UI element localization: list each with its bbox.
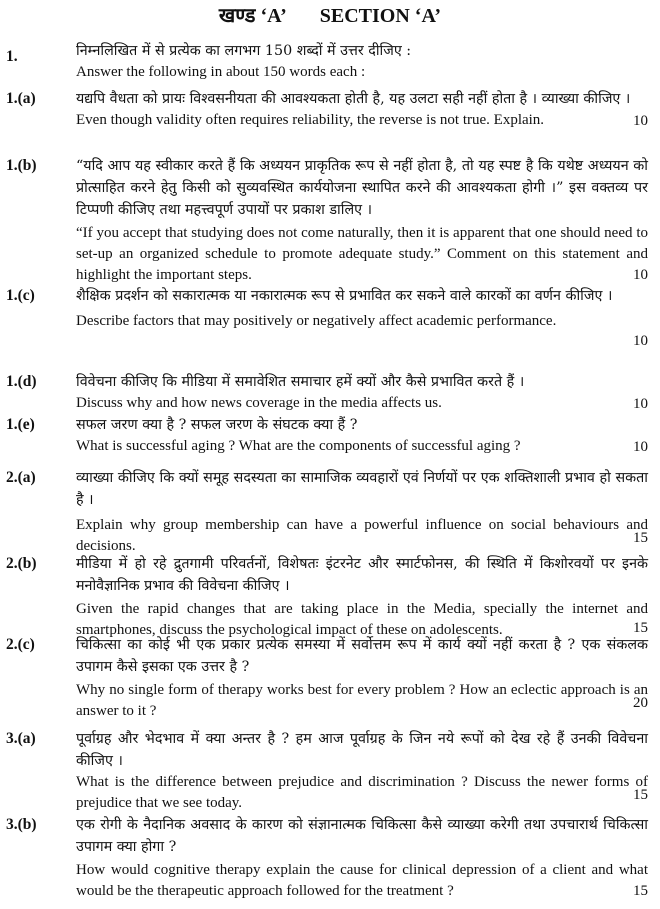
question-number: 1. — [6, 48, 18, 65]
question-text-hindi: निम्नलिखित में से प्रत्येक का लगभग 150 शब्दों में उत्तर दीजिए : — [76, 43, 412, 59]
marks: 10 — [633, 113, 648, 129]
question-text-english: Explain why group membership can have a powerful influence on social behaviours and decisions. — [76, 517, 648, 554]
marks: 10 — [633, 396, 648, 412]
question-text-hindi: व्याख्या कीजिए कि क्यों समूह सदस्यता का सामाजिक व्यवहारों एवं निर्णयों पर एक शक्तिशाली प्रभाव हो सकता है । — [76, 470, 648, 508]
marks: 15 — [633, 530, 648, 546]
section-header — [0, 4, 660, 28]
question-number: 1.(c) — [6, 287, 35, 304]
question-text-hindi: विवेचना कीजिए कि मीडिया में समावेशित समाचार हमें क्यों और कैसे प्रभावित करते हैं । — [76, 374, 525, 390]
question-text-english: Given the rapid changes that are taking place in the Media, specially the internet and smartphones, discuss the psychological impact of these on adolescents. — [76, 601, 648, 638]
question-number: 3.(a) — [6, 730, 36, 747]
question-text-hindi: “यदि आप यह स्वीकार करते हैं कि अध्ययन प्राकृतिक रूप से नहीं होता है, तो यह स्पष्ट है कि यथेष्ट अध्ययन को प्रोत्साहित करने हेतु किसी को सुव्यवस्थित कार्ययोजना स्थापित करने की आवश्यकता होगी ।” इस वक्तव्य पर टिप्पणी कीजिए तथा महत्त्वपूर्ण उपायों पर प्रकाश डालिए । — [76, 158, 648, 218]
question-text-english: Describe factors that may positively or negatively affect academic performance. — [76, 313, 557, 329]
question-number: 1.(a) — [6, 90, 36, 107]
question-text-english: Answer the following in about 150 words each : — [76, 64, 366, 80]
question-number: 2.(b) — [6, 555, 37, 572]
question-text-hindi: सफल जरण क्या है ? सफल जरण के संघटक क्या हैं ? — [76, 417, 358, 433]
section-title-english: SECTION ‘A’ — [319, 5, 442, 27]
section-title-hindi: खण्ड ‘A’ — [218, 5, 287, 27]
question-text-hindi: मीडिया में हो रहे द्रुतगामी परिवर्तनों, विशेषतः इंटरनेट और स्मार्टफोनस, की स्थिति में किशोरवयों पर इनके मनोवैज्ञानिक प्रभाव की विवेचना कीजिए । — [76, 556, 648, 594]
marks: 15 — [633, 883, 648, 899]
question-text-english: Even though validity often requires reliability, the reverse is not true. Explain. — [76, 112, 545, 128]
question-text-english: What is successful aging ? What are the components of successful aging ? — [76, 438, 521, 454]
question-number: 1.(b) — [6, 157, 37, 174]
marks: 10 — [633, 439, 648, 455]
question-text-english: How would cognitive therapy explain the cause for clinical depression of a client and what would be the therapeutic approach followed for the treatment ? — [76, 862, 648, 899]
question-text-hindi: शैक्षिक प्रदर्शन को सकारात्मक या नकारात्मक रूप से प्रभावित कर सकने वाले कारकों का वर्णन कीजिए । — [76, 288, 613, 304]
marks: 20 — [633, 695, 648, 711]
question-text-english: Discuss why and how news coverage in the media affects us. — [76, 395, 442, 411]
question-text-hindi: यद्यपि वैधता को प्रायः विश्वसनीयता की आवश्यकता होती है, यह उलटा सही नहीं होता है । व्याख्या कीजिए । — [76, 91, 631, 107]
question-number: 2.(c) — [6, 636, 35, 653]
question-number: 2.(a) — [6, 469, 36, 486]
question-number: 3.(b) — [6, 816, 37, 833]
question-number: 1.(e) — [6, 416, 35, 433]
marks: 15 — [633, 620, 648, 636]
marks: 15 — [633, 787, 648, 803]
question-text-hindi: एक रोगी के नैदानिक अवसाद के कारण को संज्ञानात्मक चिकित्सा कैसे व्याख्या करेगी तथा उपचारार्थ चिकित्सा उपागम क्या होगा ? — [76, 817, 648, 855]
question-text-hindi: पूर्वाग्रह और भेदभाव में क्या अन्तर है ? हम आज पूर्वाग्रह के जिन नये रूपों को देख रहे हैं उनकी विवेचना कीजिए । — [76, 731, 648, 769]
question-text-hindi: चिकित्सा का कोई भी एक प्रकार प्रत्येक समस्या में सर्वोत्तम रूप में कार्य क्यों नहीं करता है ? एक संकलक उपागम कैसे इसका एक उत्तर है ? — [76, 637, 648, 675]
question-text-english: “If you accept that studying does not come naturally, then it is apparent that one should need to set-up an organized schedule to promote adequate study.” Comment on this statement and highlight the important steps. — [76, 225, 648, 283]
marks: 10 — [633, 267, 648, 283]
question-text-english: What is the difference between prejudice and discrimination ? Discuss the newer forms of prejudice that we see today. — [76, 774, 648, 811]
question-text-english: Why no single form of therapy works best for every problem ? How an eclectic approach is an answer to it ? — [76, 682, 648, 719]
marks: 10 — [633, 333, 648, 349]
question-number: 1.(d) — [6, 373, 37, 390]
